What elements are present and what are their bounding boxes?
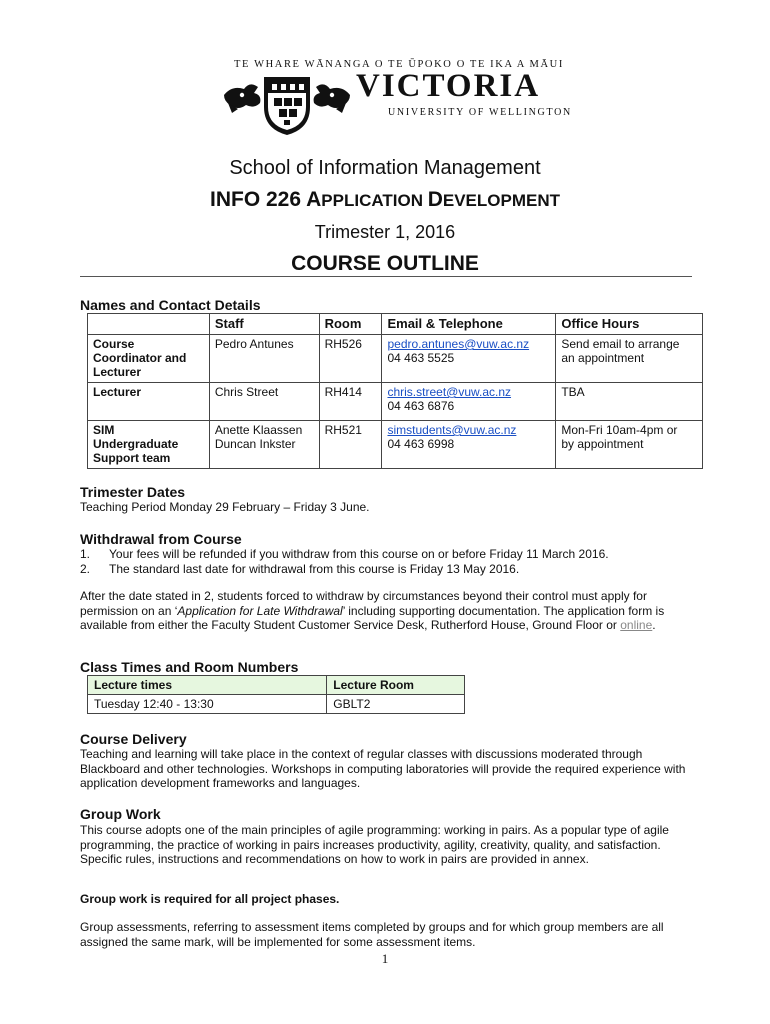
online-link[interactable]: online: [620, 618, 653, 632]
room-cell: RH526: [319, 335, 382, 383]
class-times-table: [87, 675, 465, 714]
university-subtitle: UNIVERSITY OF WELLINGTON: [388, 107, 572, 118]
university-crest-icon: [222, 73, 352, 135]
group-assessment-text: Group assessments, referring to assessment items completed by groups and for which group members are all assigned the same mark, will be implemented for some assessment items.: [80, 920, 664, 949]
hours-cell: Send email to arrange an appointment: [556, 335, 703, 383]
group-work-note: Group work is required for all project phases.: [80, 892, 340, 906]
email-cell: [382, 335, 556, 383]
course-code: INFO 226: [210, 188, 302, 211]
table-header-row: [88, 314, 703, 335]
group-work-text: This course adopts one of the main principles of agile programming: working in pairs. As a popular type of agile programming, the practice of working in pairs increases productivity, agility, creativity, quality, and satisfaction. Specific rules, instructions and recommendations on how to work in pairs are provided in annex.: [80, 823, 669, 866]
role-cell: Lecturer: [88, 383, 210, 421]
email-link[interactable]: simstudents@vuw.ac.nz: [387, 423, 517, 437]
lecture-room-cell: GBLT2: [327, 695, 465, 714]
document-title: COURSE OUTLINE: [291, 252, 479, 275]
table-row: [88, 335, 703, 383]
staff-cell: Anette Klaassen Duncan Inkster: [209, 421, 319, 469]
list-item: 2. The standard last date for withdrawal from this course is Friday 13 May 2016.: [80, 562, 520, 576]
lecture-time-cell: Tuesday 12:40 - 13:30: [88, 695, 327, 714]
col-lecture-room: Lecture Room: [327, 676, 465, 695]
list-item: 1. Your fees will be refunded if you withdraw from this course on or before Friday 11 March 2016.: [80, 547, 609, 561]
table-row: [88, 695, 465, 714]
course-delivery-text: Teaching and learning will take place in the context of regular classes with discussions moderated through Blackboard and other technologies. Workshops in computing laboratories will provide the required experience with application development frameworks and languages.: [80, 747, 686, 790]
hours-cell: TBA: [556, 383, 703, 421]
email-cell: [382, 383, 556, 421]
col-email: Email & Telephone: [382, 314, 556, 335]
course-delivery-heading: Course Delivery: [80, 731, 187, 747]
hours-cell: Mon-Fri 10am-4pm or by appointment: [556, 421, 703, 469]
trimester-dates-heading: Trimester Dates: [80, 484, 186, 500]
table-row: [88, 383, 703, 421]
withdrawal-list: [80, 547, 609, 577]
table-row: [88, 421, 703, 469]
withdrawal-heading: Withdrawal from Course: [80, 531, 242, 547]
room-cell: RH521: [319, 421, 382, 469]
role-cell: SIM Undergraduate Support team: [88, 421, 210, 469]
contacts-heading: Names and Contact Details: [80, 297, 261, 313]
phone-text: 04 463 6876: [387, 399, 455, 413]
school-name: School of Information Management: [229, 157, 541, 179]
email-cell: [382, 421, 556, 469]
class-times-heading: Class Times and Room Numbers: [80, 659, 299, 675]
staff-cell: Pedro Antunes: [209, 335, 319, 383]
phone-text: 04 463 6998: [387, 437, 455, 451]
col-staff: Staff: [209, 314, 319, 335]
contacts-table: [87, 313, 703, 469]
title-divider: [80, 276, 692, 277]
page-number: 1: [381, 951, 389, 966]
late-withdrawal-paragraph: After the date stated in 2, students forced to withdraw by circumstances beyond their control must apply for permission on an ‘Application for Late Withdrawal’ including supporting documentation. The application form is available from either the Faculty Student Customer Service Desk, Rutherford House, Ground Floor or online.: [80, 589, 665, 632]
maori-tagline: TE WHARE WĀNANGA O TE ŪPOKO O TE IKA A MĀUI: [234, 59, 564, 70]
email-link[interactable]: pedro.antunes@vuw.ac.nz: [387, 337, 530, 351]
role-cell: Course Coordinator and Lecturer: [88, 335, 210, 383]
teaching-period-text: Teaching Period Monday 29 February – Friday 3 June.: [80, 500, 370, 514]
staff-cell: Chris Street: [209, 383, 319, 421]
room-cell: RH414: [319, 383, 382, 421]
group-work-heading: Group Work: [80, 806, 161, 822]
course-title: INFO 226 APPLICATION DEVELOPMENT: [210, 188, 560, 211]
phone-text: 04 463 5525: [387, 351, 455, 365]
col-room: Room: [319, 314, 382, 335]
email-link[interactable]: chris.street@vuw.ac.nz: [387, 385, 512, 399]
trimester-label: Trimester 1, 2016: [314, 222, 456, 242]
university-name: VICTORIA: [356, 68, 541, 104]
col-lecture-times: Lecture times: [88, 676, 327, 695]
col-office-hours: Office Hours: [556, 314, 703, 335]
table-header-row: [88, 676, 465, 695]
